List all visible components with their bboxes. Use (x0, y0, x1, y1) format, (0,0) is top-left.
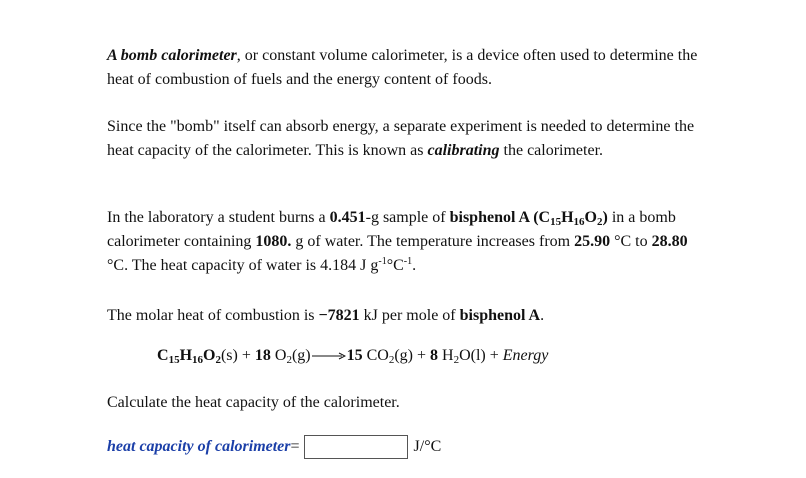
molar-heat-value: −7821 (318, 307, 360, 324)
exp-text-3: in a bomb calorimeter containing (107, 209, 676, 250)
eq-reactant-state: (s) + (220, 347, 255, 364)
exponent-2: -1 (403, 256, 413, 267)
exp-text-7: °C (386, 257, 404, 274)
eq-co2: CO (362, 347, 389, 364)
answer-equals: = (290, 438, 300, 455)
answer-label: heat capacity of calorimeter (107, 438, 291, 455)
bomb-calorimeter-term: A bomb calorimeter (107, 47, 237, 64)
exp-text-1: In the laboratory a student burns a (107, 209, 330, 226)
exp-text-4: g of water. The temperature increases from (291, 233, 575, 250)
formula-open: (C (529, 209, 551, 226)
eq-coef-h2o: 8 (430, 347, 439, 364)
compound-name: bisphenol A (449, 209, 530, 226)
eq-coef-o2: 18 (254, 347, 271, 364)
eq-c-sub: 15 (168, 354, 180, 366)
initial-temperature: 25.90 (574, 233, 611, 250)
experiment-paragraph (107, 206, 707, 278)
formula-h-sub: 16 (573, 216, 585, 228)
heat-capacity-input[interactable] (304, 435, 408, 459)
eq-h2o: H (438, 347, 454, 364)
eq-h2o-rest: O(l) + (459, 347, 503, 364)
exp-text-2: -g sample of (365, 209, 450, 226)
formula-o-sub: 2 (597, 216, 603, 228)
water-mass: 1080. (255, 233, 292, 250)
formula-close: ) (602, 209, 608, 226)
calibrating-term: calibrating (427, 142, 500, 159)
answer-unit: J/°C (413, 438, 442, 455)
eq-h2o-sub: 2 (453, 354, 460, 366)
eq-c: C (157, 347, 169, 364)
intro-paragraph (107, 44, 707, 92)
final-temperature: 28.80 (651, 233, 688, 250)
eq-o2-state: (g) (291, 347, 311, 364)
eq-reactant-formula (157, 347, 221, 364)
intro-text: , or constant volume calorimeter, is a device often used to determine the heat of combustion of fuels and the energy content of foods. (107, 47, 698, 88)
eq-o-sub: 2 (215, 354, 221, 366)
eq-h: H (179, 347, 193, 364)
molar-text-1: The molar heat of combustion is (107, 307, 319, 324)
eq-coef-co2: 15 (346, 347, 363, 364)
eq-co2-state: (g) + (394, 347, 431, 364)
eq-co2-sub: 2 (388, 354, 395, 366)
sample-mass: 0.451 (329, 209, 366, 226)
reaction-arrow-icon (312, 351, 346, 361)
eq-h-sub: 16 (192, 354, 204, 366)
calibration-paragraph (107, 115, 707, 163)
molar-heat-paragraph (107, 304, 707, 328)
compound-formula (450, 209, 608, 226)
formula-h: H (561, 209, 574, 226)
calibration-text-before: Since the "bomb" itself can absorb energy, a separate experiment is needed to determine the heat capacity of the calorimeter. This is known as (107, 118, 695, 159)
molar-text-3: . (540, 307, 545, 324)
calibration-text-after: the calorimeter. (499, 142, 604, 159)
question-text: Calculate the heat capacity of the calorimeter. (107, 394, 400, 411)
formula-c-sub: 15 (550, 216, 562, 228)
eq-o: O (203, 347, 216, 364)
eq-o2: O (270, 347, 287, 364)
eq-o2-sub: 2 (286, 354, 292, 366)
exp-text-6: °C. The heat capacity of water is 4.184 J g (107, 257, 379, 274)
exp-text-5: °C to (610, 233, 652, 250)
eq-energy: Energy (502, 347, 549, 364)
formula-o: O (584, 209, 597, 226)
molar-text-2: kJ per mole of (359, 307, 460, 324)
exponent-1: -1 (378, 256, 387, 267)
molar-compound: bisphenol A (459, 307, 541, 324)
answer-row (107, 435, 441, 459)
exp-text-8: . (412, 257, 417, 274)
combustion-equation (157, 344, 717, 368)
